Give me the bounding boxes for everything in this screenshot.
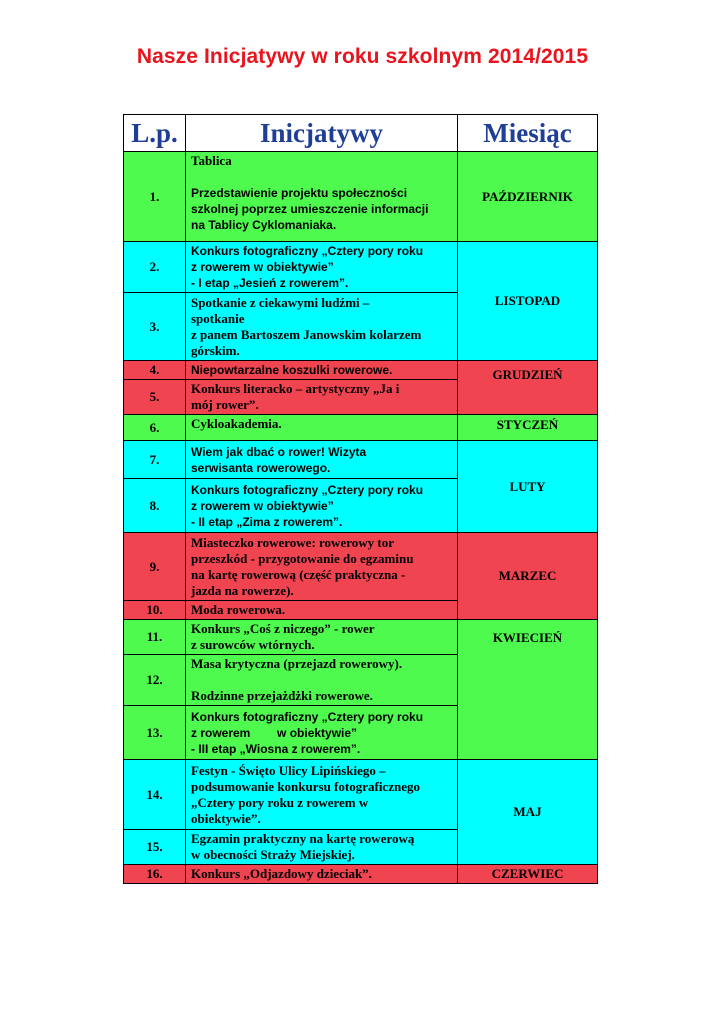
activity-line: mój rower”. — [191, 397, 259, 412]
activity-line: Konkurs literacko – artystyczny „Ja i — [191, 381, 400, 396]
activity-line: Spotkanie z ciekawymi ludźmi – — [191, 294, 370, 310]
activity-line: Konkurs fotograficzny „Cztery pory roku — [191, 244, 424, 258]
activity-line: Niepowtarzalne koszulki rowerowe. — [191, 363, 393, 377]
month-cell: STYCZEŃ — [458, 415, 598, 441]
row-number: 8. — [124, 479, 186, 533]
header-row — [124, 115, 598, 152]
initiatives-table — [123, 114, 598, 884]
row-activity — [186, 380, 458, 415]
activity-line: szkolnej poprzez umieszczenie informacji — [191, 202, 429, 216]
row-activity — [186, 706, 458, 760]
activity-line: Masa krytyczna (przejazd rowerowy). — [191, 656, 403, 671]
table-row — [124, 415, 598, 441]
row-activity — [186, 152, 458, 242]
month-cell: MAJ — [458, 760, 598, 865]
activity-line: Konkurs „Odjazdowy dzieciak”. — [191, 866, 372, 881]
activity-line: Konkurs „Coś z niczego” - rower — [191, 621, 375, 636]
row-number: 10. — [124, 601, 186, 620]
row-number: 6. — [124, 415, 186, 441]
activity-line: Konkurs fotograficzny „Cztery pory roku — [191, 482, 424, 497]
row-activity — [186, 601, 458, 620]
activity-line: na kartę rowerową (część praktyczna - — [191, 566, 406, 582]
activity-line: Festyn - Święto Ulicy Lipińskiego – — [191, 762, 386, 778]
activity-line: z rowerem w obiektywie” — [191, 498, 334, 513]
header-month: Miesiąc — [458, 115, 598, 152]
activity-line: Rodzinne przejażdżki rowerowe. — [191, 688, 373, 703]
row-number: 15. — [124, 830, 186, 865]
row-activity — [186, 533, 458, 601]
row-number: 16. — [124, 865, 186, 884]
row-activity — [186, 242, 458, 293]
activity-line: Cykloakademia. — [191, 416, 282, 431]
row-activity — [186, 361, 458, 380]
row-number: 14. — [124, 760, 186, 830]
row-activity — [186, 865, 458, 884]
header-lp: L.p. — [124, 115, 186, 152]
row-number: 7. — [124, 441, 186, 479]
activity-line: z rowerem w obiektywie” — [191, 725, 358, 740]
row-number: 13. — [124, 706, 186, 760]
activity-line: Egzamin praktyczny na kartę rowerową — [191, 831, 415, 846]
row-activity — [186, 479, 458, 533]
table-row — [124, 152, 598, 242]
activity-line: obiektywie”. — [191, 810, 261, 826]
row-number: 3. — [124, 293, 186, 361]
table-row — [124, 361, 598, 380]
activity-line: „Cztery pory roku z rowerem w — [191, 794, 369, 810]
page-title: Nasze Inicjatywy w roku szkolnym 2014/2015 — [136, 45, 589, 68]
activity-line: z surowców wtórnych. — [191, 637, 315, 652]
activity-line: Wiem jak dbać o rower! Wizyta — [191, 444, 367, 459]
activity-line: spotkanie — [191, 310, 245, 326]
row-activity — [186, 830, 458, 865]
activity-line: Przedstawienie projektu społeczności — [191, 186, 408, 200]
row-activity — [186, 293, 458, 361]
activity-line: Tablica — [191, 153, 232, 168]
activity-line: Miasteczko rowerowe: rowerowy tor — [191, 534, 394, 550]
row-activity — [186, 620, 458, 655]
activity-line: Konkurs fotograficzny „Cztery pory roku — [191, 709, 424, 724]
month-cell: LUTY — [458, 441, 598, 533]
activity-line: serwisanta rowerowego. — [191, 460, 331, 475]
row-number: 9. — [124, 533, 186, 601]
activity-line: w obecności Straży Miejskiej. — [191, 847, 355, 862]
activity-line: przeszkód - przygotowanie do egzaminu — [191, 550, 414, 566]
activity-line: na Tablicy Cyklomaniaka. — [191, 218, 337, 232]
activity-line: z panem Bartoszem Janowskim kolarzem — [191, 326, 422, 342]
month-cell: PAŹDZIERNIK — [458, 152, 598, 242]
activity-line: jazda na rowerze). — [191, 582, 294, 598]
activity-line: - III etap „Wiosna z rowerem”. — [191, 741, 361, 756]
row-number: 1. — [124, 152, 186, 242]
table-row — [124, 242, 598, 293]
month-cell: KWIECIEŃ — [458, 620, 598, 760]
activity-line: - I etap „Jesień z rowerem”. — [191, 276, 349, 290]
row-number: 5. — [124, 380, 186, 415]
row-activity — [186, 760, 458, 830]
row-number: 2. — [124, 242, 186, 293]
table-row — [124, 620, 598, 655]
header-initiatives: Inicjatywy — [186, 115, 458, 152]
activity-line: podsumowanie konkursu fotograficznego — [191, 778, 420, 794]
row-activity — [186, 441, 458, 479]
activity-line: Moda rowerowa. — [191, 602, 286, 617]
activity-line: z rowerem w obiektywie” — [191, 260, 334, 274]
row-number: 12. — [124, 655, 186, 706]
month-cell: LISTOPAD — [458, 242, 598, 361]
month-cell: GRUDZIEŃ — [458, 361, 598, 415]
table-row — [124, 760, 598, 830]
table-row — [124, 533, 598, 601]
row-number: 4. — [124, 361, 186, 380]
activity-line: górskim. — [191, 342, 240, 358]
activity-line: - II etap „Zima z rowerem”. — [191, 514, 343, 529]
row-activity — [186, 655, 458, 706]
month-cell: MARZEC — [458, 533, 598, 620]
row-activity — [186, 415, 458, 441]
row-number: 11. — [124, 620, 186, 655]
month-cell: CZERWIEC — [458, 865, 598, 884]
table-row — [124, 865, 598, 884]
table-row — [124, 441, 598, 479]
